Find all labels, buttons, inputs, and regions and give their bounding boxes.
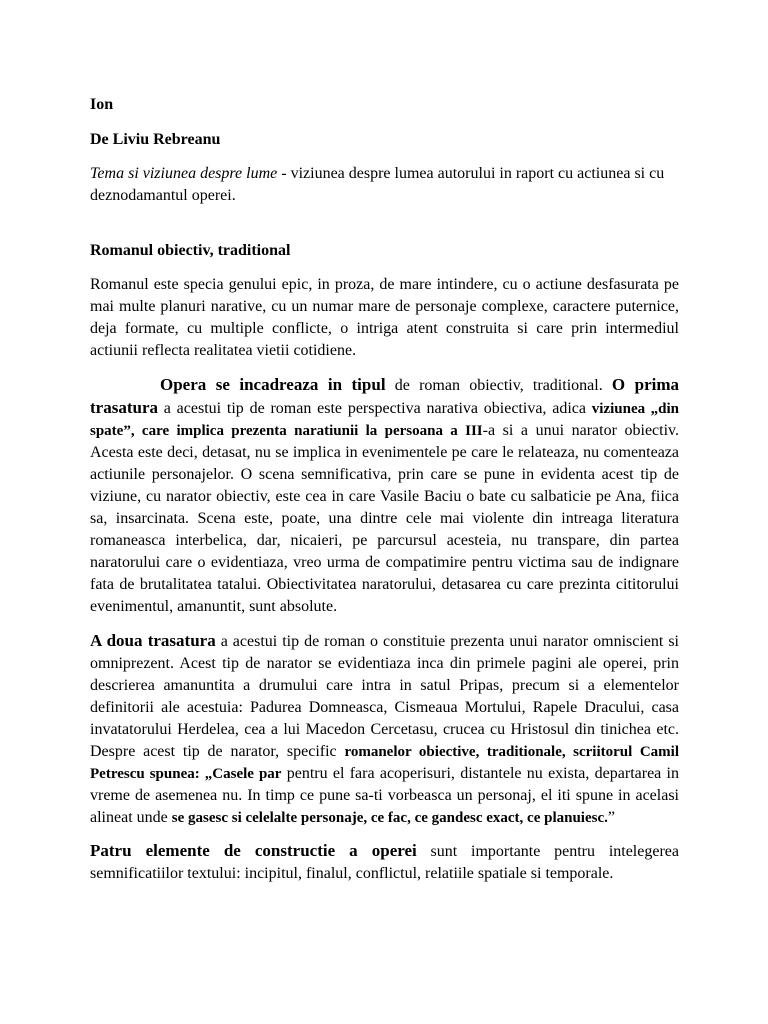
paragraph-text: -a si a unui narator obiectiv. Acesta este deci, detasat, nu se implica in evenimentele pe care le relateaza, nu comenteaza actiunile personajelor. O scena semnificativa, prin care se pune in evidenta acest tip de viziune, cu narator obiectiv, este cea in care Vasile Baciu o bate cu salbaticie pe Ana, fiica sa, insarcinata. Scena este, poate, una dintre cele mai violente din intreaga literatura romaneasca interbelica, dar, nicaieri, pe parcursul acesteia, nu transpare, din partea naratorului care o evidentiaza, vreo urma de compatimire pentru victima sau de indignare fata de brutalitatea tatalui. Obiectivitatea naratorului, detasarea cu care prezinta cititorului evenimentul, amanuntit, sunt absolute. — [90, 422, 679, 615]
author-line: De Liviu Rebreanu — [90, 131, 221, 148]
bold-phrase: O prima trasatura — [90, 375, 680, 417]
paragraph-text: a acestui tip de roman este perspectiva narativa obiectiva, adica — [157, 400, 592, 417]
paragraph-text: ” — [607, 809, 615, 826]
bold-phrase: romanelor obiective, traditionale, scriitorul Camil Petrescu spunea: „Casele par — [90, 744, 680, 782]
paragraph-construction-elements — [90, 840, 679, 885]
intro-paragraph — [90, 163, 679, 207]
section-heading: Romanul obiectiv, traditional — [90, 242, 291, 259]
intro-italic: Tema si viziunea despre lume — [90, 165, 278, 182]
paragraph-text: sunt importante pentru intelegerea semnificatiilor textului: incipitul, finalul, conflictul, relatiile spatiale si temporale. — [90, 843, 679, 882]
bold-opening: Patru elemente de constructie a operei — [90, 841, 417, 860]
bold-phrase: se gasesc si celelalte personaje, ce fac, ce gandesc exact, ce planuiesc. — [171, 810, 608, 826]
bold-phrase: viziunea „din spate”, care implica prezenta naratiunii la persoana a III — [90, 401, 680, 439]
paragraph-text: de roman obiectiv, traditional. — [385, 377, 612, 394]
bold-opening: Opera se incadreaza in tipul — [160, 375, 386, 394]
paragraph-definition: Romanul este specia genului epic, in proza, de mare intindere, cu o actiune desfasurata pe mai multe planuri narative, cu un numar mare de personaje complexe, caractere puternice, deja formate, cu multiple conflicte, o intriga atent construita si care prin intermediul actiunii reflecta realitatea vietii cotidiene. — [90, 276, 679, 359]
paragraph-text: a acestui tip de roman o constituie prezenta unui narator omniscient si omniprezent. Acest tip de narator se evidentiaza inca din primele pagini ale operei, prin descrierea amanuntita a drumului care intra in satul Pripas, precum si a elementelor definitorii ale acestuia: Padurea Domneasca, Cismeaua Mortului, Rapele Dracului, casa invatatorului Herdelea, cea a lui Macedon Cercetasu, crucea cu Hristosul din tinichea etc. Despre acest tip de narator, specific — [90, 633, 679, 760]
paragraph-text: pentru el fara acoperisuri, distantele nu exista, departarea in vreme de asemenea nu. In timp ce pune sa-ti vorbeasca un personaj, el iti spune in acelasi alineat unde — [90, 765, 679, 826]
document-title: Ion — [90, 96, 114, 113]
paragraph-first-trait — [90, 374, 679, 618]
intro-rest: - viziunea despre lumea autorului in raport cu actiunea si cu deznodamantul operei. — [90, 165, 665, 204]
paragraph-second-trait — [90, 630, 679, 829]
bold-opening: A doua trasatura — [90, 631, 216, 650]
document-page — [90, 94, 679, 885]
